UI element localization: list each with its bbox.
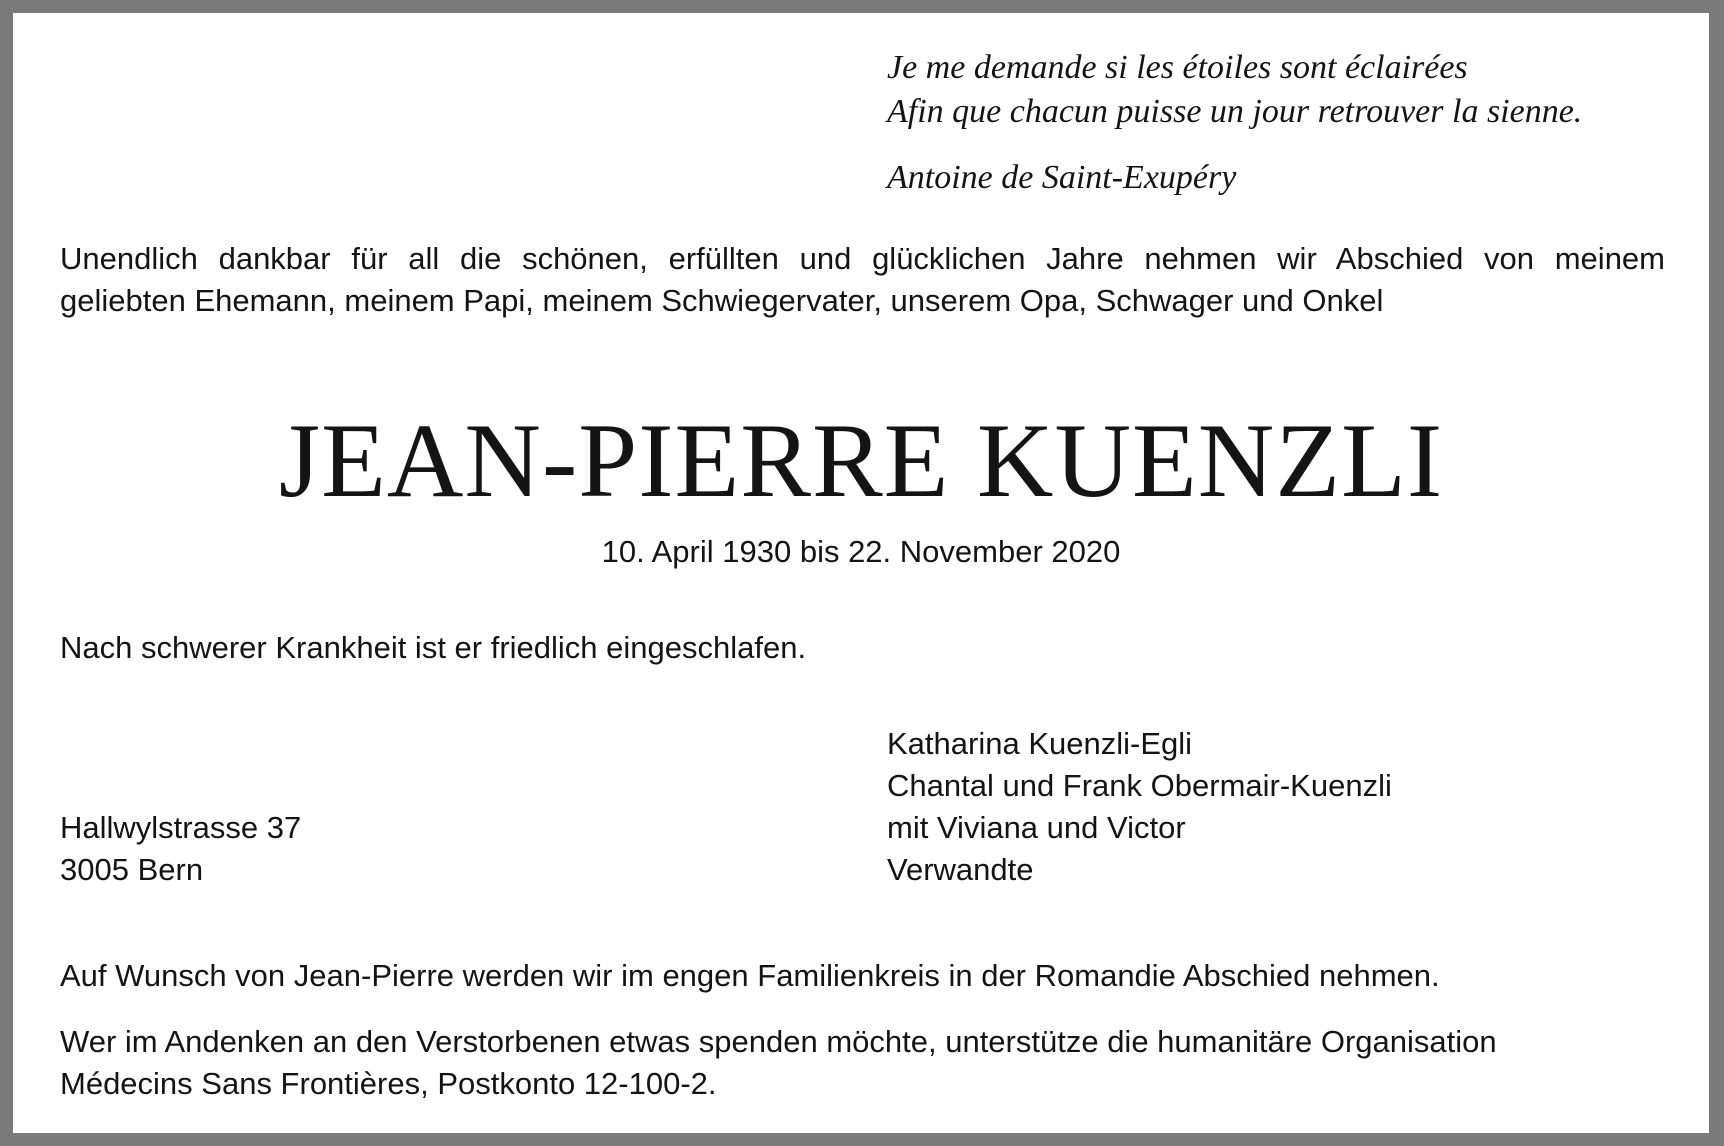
address-street: Hallwylstrasse 37: [60, 810, 302, 845]
donation-line-1: Wer im Andenken an den Verstorbenen etwas spenden möchte, unterstütze die humanitäre Organisation: [60, 1024, 1497, 1059]
address-city: 3005 Bern: [60, 852, 204, 887]
funeral-note: Auf Wunsch von Jean-Pierre werden wir im engen Familienkreis in der Romandie Abschied nehmen.: [60, 958, 1440, 993]
mourner-4: Verwandte: [887, 852, 1034, 887]
intro-line-1: Unendlich dankbar für all die schönen, erfüllten und glücklichen Jahre nehmen wir Abschied von meinem: [60, 241, 1665, 276]
passing-note: Nach schwerer Krankheit ist er friedlich eingeschlafen.: [60, 630, 807, 665]
deceased-name: JEAN-PIERRE KUENZLI: [278, 402, 1444, 519]
quote-author: Antoine de Saint-Exupéry: [887, 159, 1237, 196]
quote-line-1: Je me demande si les étoiles sont éclairées: [887, 49, 1468, 86]
mourner-3: mit Viviana und Victor: [887, 810, 1186, 845]
obituary-page: [13, 13, 1709, 1133]
mourner-2: Chantal und Frank Obermair-Kuenzli: [887, 768, 1392, 803]
life-dates: 10. April 1930 bis 22. November 2020: [601, 534, 1121, 569]
quote-line-2: Afin que chacun puisse un jour retrouver la sienne.: [887, 93, 1583, 130]
mourner-1: Katharina Kuenzli-Egli: [887, 726, 1193, 761]
donation-line-2: Médecins Sans Frontières, Postkonto 12-100-2.: [60, 1066, 717, 1101]
intro-line-2: geliebten Ehemann, meinem Papi, meinem Schwiegervater, unserem Opa, Schwager und Onkel: [60, 283, 1384, 318]
